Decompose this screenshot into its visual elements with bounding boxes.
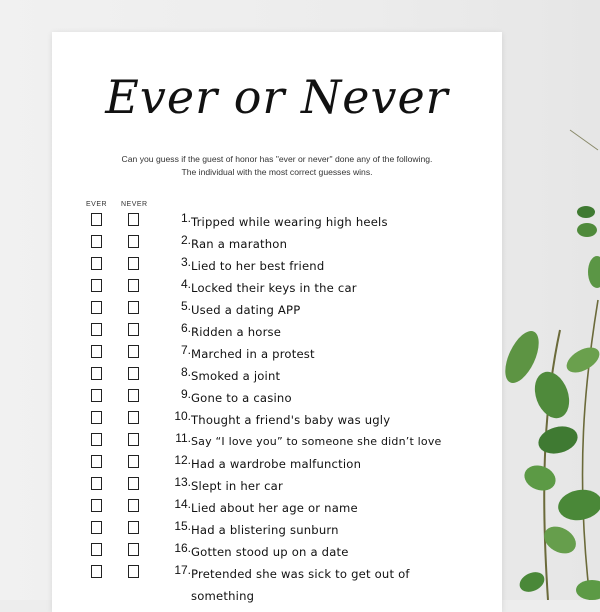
page-title: Ever or Never [105,70,449,124]
never-checkbox[interactable] [128,389,139,402]
column-header-ever: EVER [86,201,108,208]
item-number: 10. [174,409,191,423]
list-item [52,561,502,605]
list-item [52,517,502,539]
ever-checkbox[interactable] [91,279,102,292]
list-item [52,363,502,385]
item-text: Tripped while wearing high heels [191,215,388,229]
item-text: Smoked a joint [191,369,281,383]
list-item [52,209,502,231]
list-item [52,539,502,561]
item-text: Had a blistering sunburn [191,523,339,537]
item-text: Gone to a casino [191,391,292,405]
never-checkbox[interactable] [128,521,139,534]
item-text: Had a wardrobe malfunction [191,457,362,471]
item-text: Lied to her best friend [191,259,325,273]
never-checkbox[interactable] [128,301,139,314]
list-item [52,319,502,341]
list-item [52,385,502,407]
ever-checkbox[interactable] [91,433,102,446]
ever-checkbox[interactable] [91,565,102,578]
never-checkbox[interactable] [128,213,139,226]
list-item [52,275,502,297]
never-checkbox[interactable] [128,367,139,380]
item-text: Ran a marathon [191,237,288,251]
item-number: 8. [180,365,191,379]
item-number: 7. [180,343,191,357]
list-item [52,495,502,517]
ever-checkbox[interactable] [91,213,102,226]
ever-checkbox[interactable] [91,455,102,468]
ever-checkbox[interactable] [91,389,102,402]
item-number: 11. [175,431,191,445]
item-text: Used a dating APP [191,303,301,317]
item-text: Pretended she was sick to get out of something [191,567,410,603]
item-number: 2. [180,233,191,247]
instructions-line-1: Can you guess if the guest of honor has "ever or never" done any of the following. [121,154,433,164]
instructions-line-2: The individual with the most correct guesses wins. [181,167,373,177]
item-text: Thought a friend's baby was ugly [191,413,391,427]
column-header-never: NEVER [121,201,148,208]
ever-checkbox[interactable] [91,257,102,270]
ever-checkbox[interactable] [91,499,102,512]
never-checkbox[interactable] [128,565,139,578]
item-number: 13. [174,475,191,489]
item-number: 1. [180,211,191,225]
printable-sheet [52,32,502,612]
item-number: 4. [180,277,191,291]
list-item [52,297,502,319]
never-checkbox[interactable] [128,235,139,248]
list-item [52,231,502,253]
ever-checkbox[interactable] [91,323,102,336]
item-text: Slept in her car [191,479,283,493]
list-item [52,473,502,495]
never-checkbox[interactable] [128,499,139,512]
ever-checkbox[interactable] [91,411,102,424]
never-checkbox[interactable] [128,279,139,292]
ever-checkbox[interactable] [91,235,102,248]
ever-checkbox[interactable] [91,345,102,358]
list-item [52,341,502,363]
ever-checkbox[interactable] [91,521,102,534]
item-number: 3. [180,255,191,269]
item-number: 12. [174,453,191,467]
ever-checkbox[interactable] [91,477,102,490]
item-number: 9. [180,387,191,401]
ever-checkbox[interactable] [91,543,102,556]
never-checkbox[interactable] [128,455,139,468]
item-number: 5. [180,299,191,313]
item-text: Ridden a horse [191,325,282,339]
item-text: Lied about her age or name [191,501,358,515]
item-text: Gotten stood up on a date [191,545,349,559]
item-text: Say “I love you” to someone she didn’t love [191,435,442,448]
ever-checkbox[interactable] [91,367,102,380]
item-number: 14. [174,497,191,511]
never-checkbox[interactable] [128,323,139,336]
item-number: 17. [174,563,191,577]
list-item [52,451,502,473]
never-checkbox[interactable] [128,257,139,270]
instructions [52,153,502,179]
list-item [52,253,502,275]
item-text: Locked their keys in the car [191,281,357,295]
item-number: 6. [180,321,191,335]
never-checkbox[interactable] [128,433,139,446]
item-text: Marched in a protest [191,347,315,361]
item-number: 15. [174,519,191,533]
item-number: 16. [174,541,191,555]
never-checkbox[interactable] [128,345,139,358]
never-checkbox[interactable] [128,477,139,490]
list-item [52,407,502,429]
ever-checkbox[interactable] [91,301,102,314]
list-item [52,429,502,451]
never-checkbox[interactable] [128,543,139,556]
never-checkbox[interactable] [128,411,139,424]
